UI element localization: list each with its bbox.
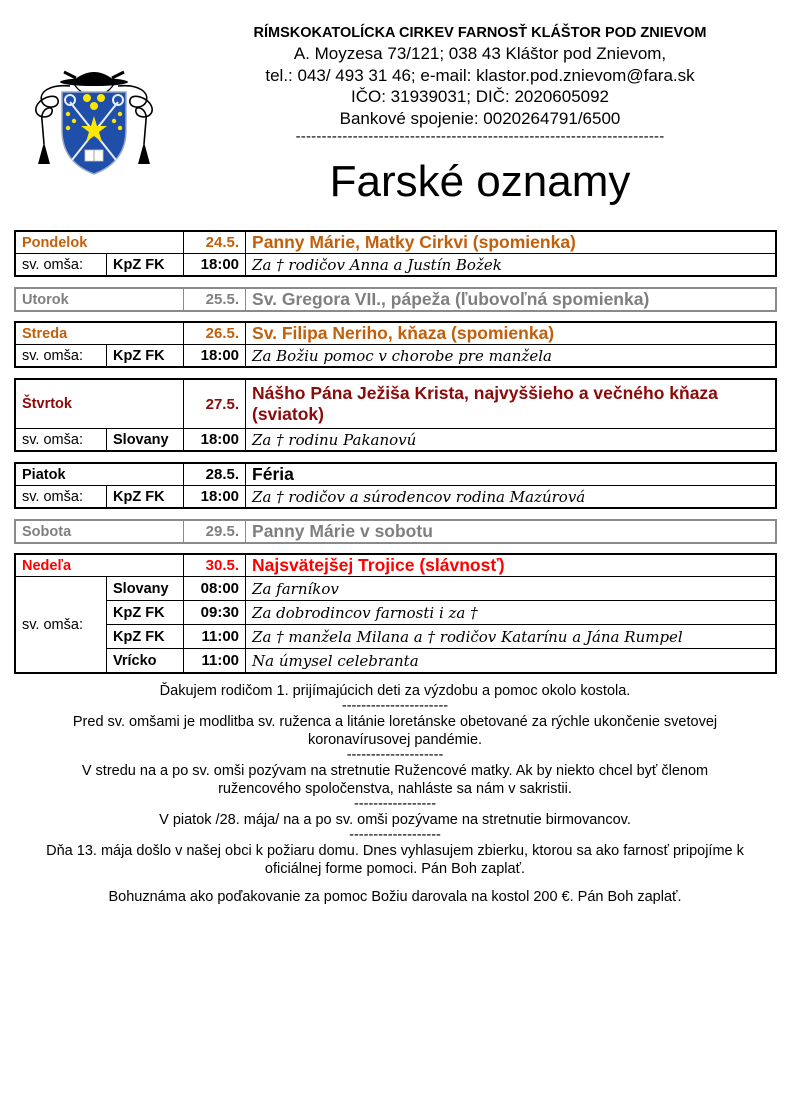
mass-label: sv. omša:	[16, 254, 107, 276]
mass-time: 18:00	[184, 345, 246, 367]
mass-location: Vrícko	[107, 649, 184, 673]
announcement: V stredu na a po sv. omši pozývam na stretnutie Ružencové matky. Ak by niekto chcel byť členom	[81, 763, 709, 779]
celebration: Panny Márie v sobotu	[246, 521, 776, 543]
mass-intention: Na úmysel celebranta	[246, 649, 776, 673]
announcements	[20, 682, 770, 906]
mass-label: sv. omša:	[16, 577, 107, 673]
announcement: Ďakujem rodičom 1. prijímajúcich deti za výzdobu a pomoc okolo kostola.	[159, 683, 631, 699]
mass-row	[16, 577, 776, 601]
day-sunday	[15, 554, 776, 673]
day-tuesday	[15, 288, 776, 311]
day-name: Piatok	[16, 464, 184, 486]
mass-intention: Za † rodičov a súrodencov rodina Mazúrová	[246, 486, 776, 508]
celebration-line-1: Nášho Pána Ježiša Krista, najvyššieho a večného kňaza	[252, 383, 718, 403]
celebration	[246, 380, 776, 429]
day-wednesday	[15, 322, 776, 367]
mass-intention: Za † rodinu Pakanovú	[246, 429, 776, 451]
celebration: Najsvätejšej Trojice (slávnosť)	[246, 555, 776, 577]
header-separator: -----------------------------------------------------------------------	[295, 128, 665, 145]
day-date: 26.5.	[184, 323, 246, 345]
mass-time: 08:00	[184, 577, 246, 601]
ids: IČO: 31939031; DIČ: 2020605092	[350, 87, 610, 106]
day-thursday	[15, 379, 776, 451]
day-date: 30.5.	[184, 555, 246, 577]
day-name: Pondelok	[16, 232, 184, 254]
announcement-cont: ružencového spoločenstva, nahláste sa nám v sakristii.	[218, 781, 572, 797]
day-name: Nedeľa	[16, 555, 184, 577]
mass-row	[16, 486, 776, 508]
divider: ----------------------	[341, 698, 449, 714]
mass-intention: Za † manžela Milana a † rodičov Katarínu a Jána Rumpel	[246, 625, 776, 649]
parish-header	[200, 24, 760, 145]
announcement: Dňa 13. mája došlo v našej obci k požiaru domu. Dnes vyhlasujem zbierku, ktorou sa ako farnosť pripojíme k	[46, 843, 744, 859]
divider: -----------------	[353, 796, 437, 812]
mass-time: 18:00	[184, 429, 246, 451]
mass-row	[16, 625, 776, 649]
mass-label: sv. omša:	[16, 486, 107, 508]
mass-row	[16, 649, 776, 673]
mass-intention: Za dobrodincov farnosti i za †	[246, 601, 776, 625]
mass-location: KpZ FK	[107, 486, 184, 508]
mass-location: Slovany	[107, 429, 184, 451]
announcement: Bohuznáma ako poďakovanie za pomoc Božiu darovala na kostol 200 €. Pán Boh zaplať.	[108, 889, 682, 905]
mass-intention: Za farníkov	[246, 577, 776, 601]
mass-time: 11:00	[184, 625, 246, 649]
announcement: V piatok /28. mája/ na a po sv. omši pozývame na stretnutie birmovancov.	[159, 812, 631, 828]
organization-name: RÍMSKOKATOLÍCKA CIRKEV FARNOSŤ KLÁŠTOR POD ZNIEVOM	[253, 25, 707, 41]
bank-account: Bankové spojenie: 0020264791/6500	[339, 108, 621, 128]
mass-location: KpZ FK	[107, 625, 184, 649]
day-name: Štvrtok	[16, 380, 184, 429]
mass-row	[16, 254, 776, 276]
page-title: Farské oznamy	[329, 157, 631, 206]
announcement: Pred sv. omšami je modlitba sv. ruženca a litánie loretánske obetované za rýchle ukončenie svetovej	[72, 714, 718, 730]
contact: tel.: 043/ 493 31 46; e-mail: klastor.pod.znievom@fara.sk	[265, 65, 695, 85]
mass-time: 18:00	[184, 486, 246, 508]
mass-intention: Za † rodičov Anna a Justín Božek	[246, 254, 776, 276]
mass-row	[16, 601, 776, 625]
address: A. Moyzesa 73/121; 038 43 Kláštor pod Znievom,	[293, 44, 667, 63]
day-saturday	[15, 520, 776, 543]
day-name: Streda	[16, 323, 184, 345]
mass-time: 11:00	[184, 649, 246, 673]
day-date: 29.5.	[184, 521, 246, 543]
mass-time: 18:00	[184, 254, 246, 276]
day-name: Sobota	[16, 521, 184, 543]
mass-time: 09:30	[184, 601, 246, 625]
divider: --------------------	[346, 747, 444, 763]
day-date: 25.5.	[184, 289, 246, 311]
day-friday	[15, 463, 776, 508]
mass-label: sv. omša:	[16, 345, 107, 367]
mass-location: KpZ FK	[107, 254, 184, 276]
celebration: Panny Márie, Matky Cirkvi (spomienka)	[246, 232, 776, 254]
mass-location: KpZ FK	[107, 345, 184, 367]
mass-row	[16, 429, 776, 451]
announcement-cont: koronavírusovej pandémie.	[307, 732, 483, 748]
day-date: 27.5.	[184, 380, 246, 429]
mass-intention: Za Božiu pomoc v chorobe pre manžela	[246, 345, 776, 367]
divider: -------------------	[349, 827, 441, 843]
day-monday	[15, 231, 776, 276]
celebration: Sv. Filipa Neriho, kňaza (spomienka)	[246, 323, 776, 345]
mass-location: Slovany	[107, 577, 184, 601]
celebration-line-2: (sviatok)	[252, 404, 324, 424]
celebration: Sv. Gregora VII., pápeža (ľubovoľná spomienka)	[246, 289, 776, 311]
day-name: Utorok	[16, 289, 184, 311]
mass-row	[16, 345, 776, 367]
announcement-cont: oficiálnej forme pomoci. Pán Boh zaplať.	[264, 861, 526, 877]
coat-of-arms-icon	[30, 64, 158, 180]
celebration: Féria	[246, 464, 776, 486]
mass-location: KpZ FK	[107, 601, 184, 625]
day-date: 28.5.	[184, 464, 246, 486]
mass-label: sv. omša:	[16, 429, 107, 451]
day-date: 24.5.	[184, 232, 246, 254]
